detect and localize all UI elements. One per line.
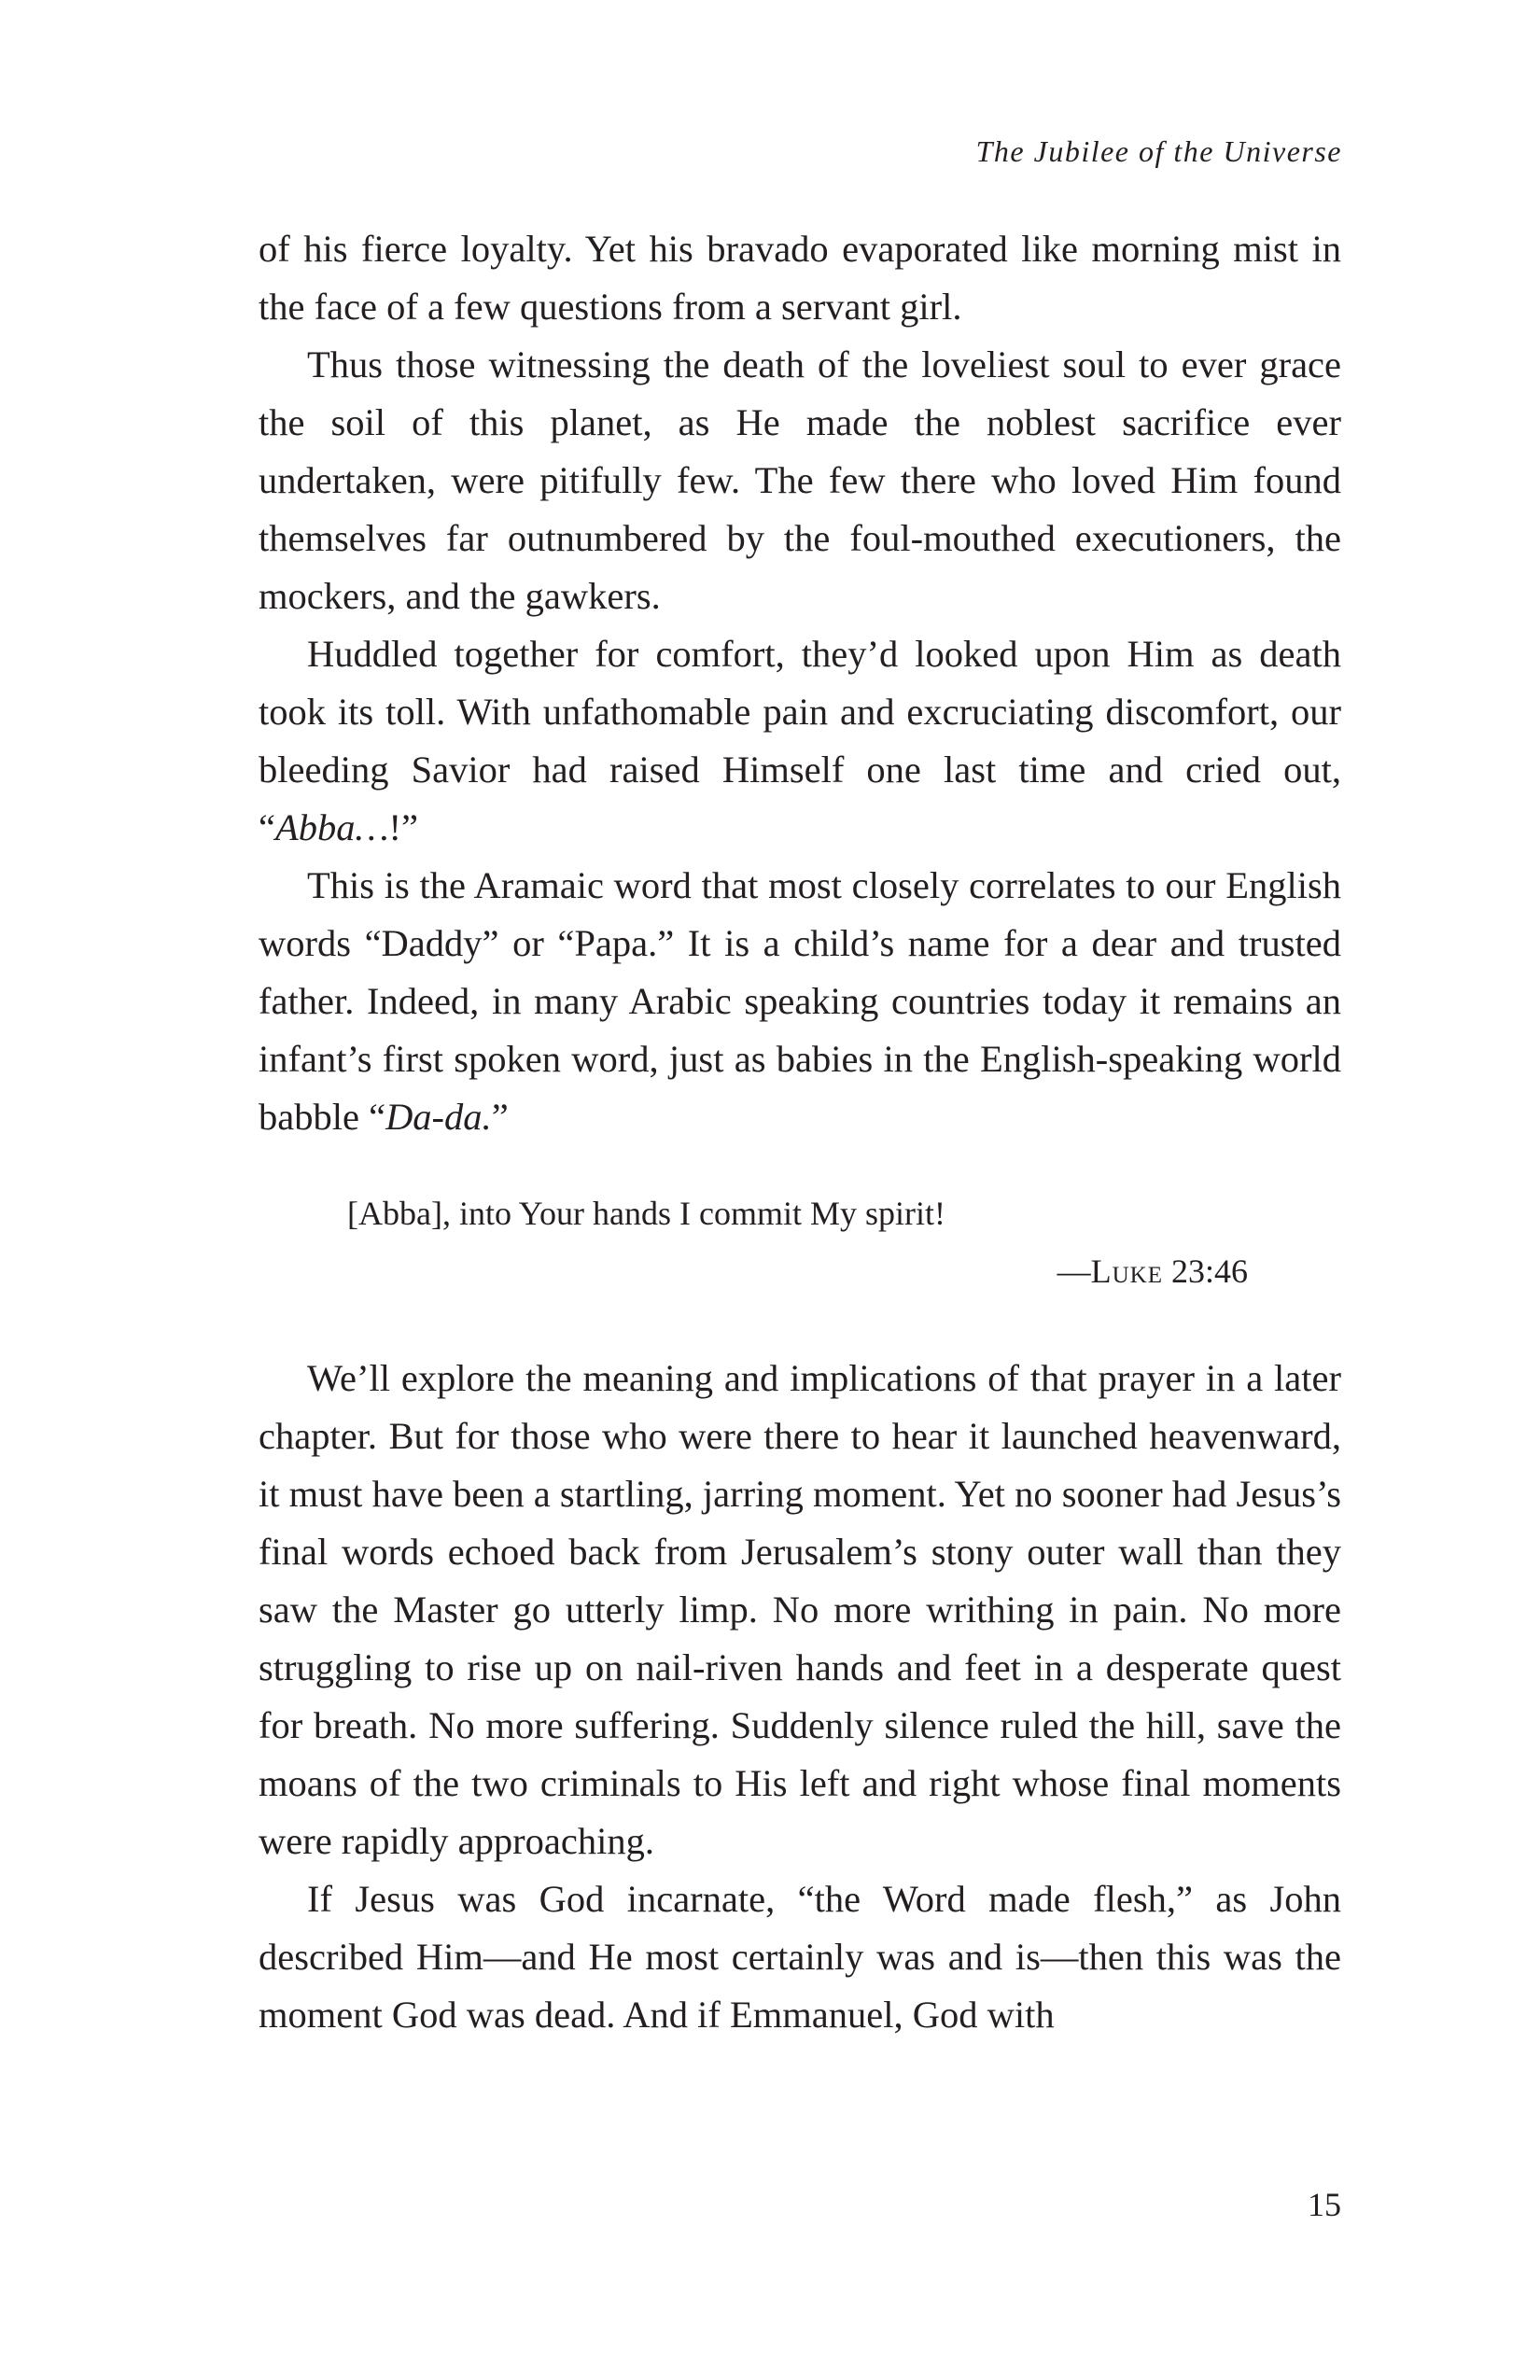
paragraph-witnesses: Thus those witnessing the death of the loveliest soul to ever grace the soil of this planet, as He made the noblest sacrifice ever undertaken, were pitifully few. The few there who loved Him found themselves far outnumbered by the foul-mouthed executioners, the mockers, and the gawkers. (259, 343, 1341, 617)
paragraph-aramaic-end: ” (491, 1096, 509, 1138)
dada-emphasis: Da-da. (385, 1096, 492, 1138)
paragraph-explore: We’ll explore the meaning and implications of that prayer in a later chapter. But for those who were there to hear it launched heavenward, it must have been a startling, jarring moment. Yet no sooner had Jesus’s final words echoed back from Jerusalem’s stony outer wall than they saw the Master go utterly limp. No more writhing in pain. No more struggling to rise up on nail-riven hands and feet in a desperate quest for breath. No more suffering. Suddenly silence ruled the hill, save the moans of the two criminals to His left and right whose final moments were rapidly approaching. (259, 1357, 1341, 1862)
paragraph-huddled-text: Huddled together for comfort, they’d looked upon Him as death took its toll. With unfathomable pain and excruciating discomfort, our bleeding Savior had raised Himself one last time and cried out, “ (259, 633, 1341, 848)
scripture-citation (1057, 1249, 1248, 1294)
text-block-top (259, 220, 1341, 1146)
citation-reference: 23:46 (1170, 1253, 1248, 1290)
paragraph-continued: of his fierce loyalty. Yet his bravado evaporated like morning mist in the face of a few questions from a servant girl. (259, 228, 1341, 328)
citation-dash: — (1057, 1253, 1091, 1290)
citation-book: Luke (1090, 1253, 1163, 1290)
abba-emphasis: Abba… (274, 806, 389, 848)
text-block-bottom (259, 1350, 1341, 2044)
paragraph-aramaic-text: This is the Aramaic word that most closely correlates to our English words “Daddy” or “Papa.” It is a child’s name for a dear and trusted father. Indeed, in many Arabic speaking countries today it remains an infant’s first spoken word, just as babies in the English-speaking world babble “ (259, 864, 1341, 1138)
running-title: The Jubilee of the Universe (975, 134, 1342, 168)
page-number: 15 (1308, 2186, 1341, 2223)
scripture-quote: [Abba], into Your hands I commit My spirit! (347, 1195, 945, 1232)
paragraph-huddled-end: !” (388, 806, 418, 848)
paragraph-aramaic (259, 857, 1341, 1146)
paragraph-incarnate: If Jesus was God incarnate, “the Word made flesh,” as John described Him—and He most certainly was and is—then this was the moment God was dead. And if Emmanuel, God with (259, 1878, 1341, 2036)
paragraph-huddled (259, 625, 1341, 857)
